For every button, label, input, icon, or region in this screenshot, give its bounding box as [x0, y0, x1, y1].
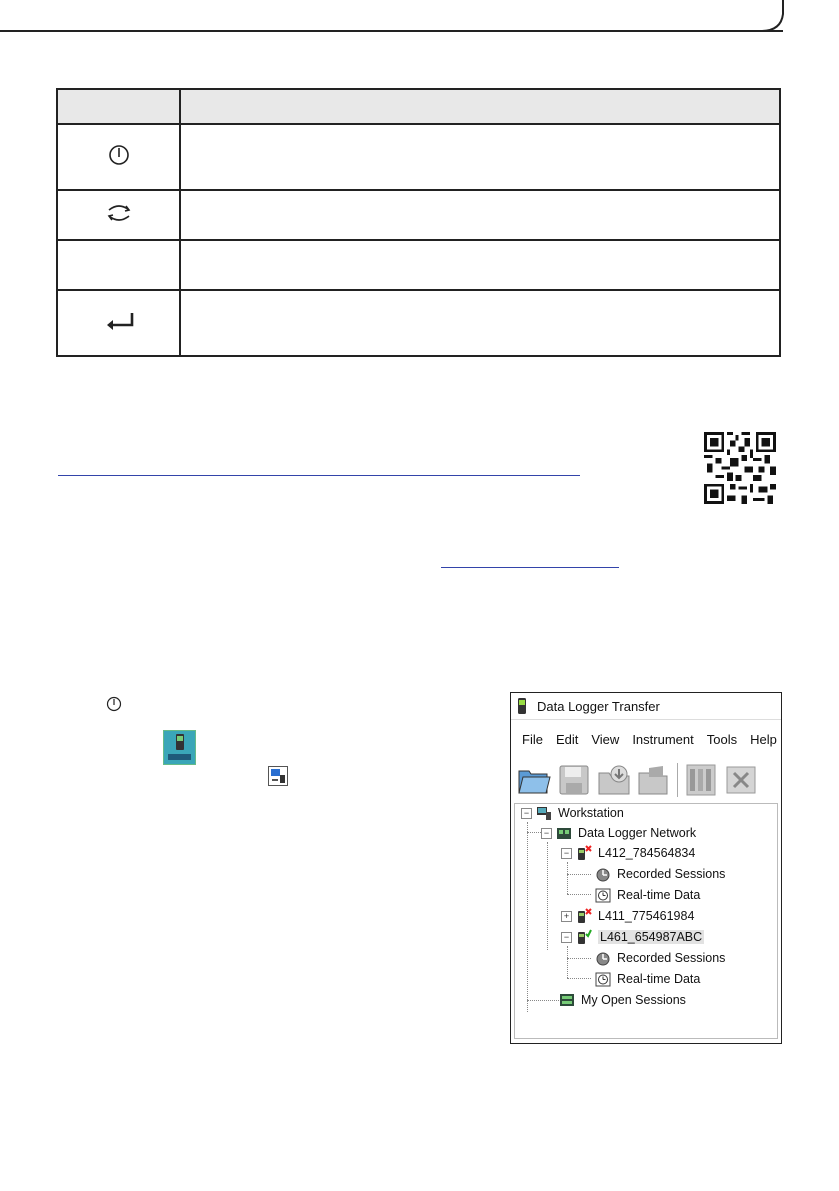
open-folder-icon[interactable] [637, 763, 671, 797]
network-icon[interactable] [268, 766, 288, 786]
report-icon[interactable] [684, 763, 718, 797]
open-sessions-icon [559, 992, 575, 1008]
table-cell [57, 240, 180, 290]
tree-label: L411_775461984 [598, 909, 695, 923]
logger-disconnected-icon [576, 845, 592, 861]
qr-code-icon [704, 432, 776, 504]
collapse-toggle[interactable]: − [541, 828, 552, 839]
button-table [56, 88, 781, 357]
menu-edit[interactable]: Edit [555, 731, 579, 747]
cut-line-curve [761, 0, 797, 32]
tree-label: L461_654987ABC [600, 930, 703, 944]
tree-label: Recorded Sessions [617, 867, 726, 881]
recorded-sessions-icon [595, 950, 611, 966]
table-cell [180, 240, 780, 290]
tree-label: Real-time Data [617, 972, 701, 986]
tree-connector [567, 946, 568, 978]
realtime-data-icon [595, 971, 611, 987]
menu-file[interactable]: File [522, 731, 543, 747]
collapse-toggle[interactable]: − [561, 932, 572, 943]
tree-node-logger-selected[interactable] [561, 929, 704, 945]
app-icon [517, 698, 527, 714]
window-title: Data Logger Transfer [537, 698, 660, 714]
link-underline[interactable] [58, 475, 580, 476]
table-cell [57, 190, 180, 240]
tree-node-workstation[interactable] [521, 805, 624, 821]
table-row [57, 290, 780, 356]
tree-node-recorded-sessions[interactable] [595, 866, 725, 882]
tree-connector [567, 894, 591, 895]
menu-view[interactable]: View [591, 731, 620, 747]
realtime-data-icon [595, 887, 611, 903]
tree-label: L412_784564834 [598, 846, 696, 860]
tree-node-recorded-sessions[interactable] [595, 950, 725, 966]
link-underline[interactable] [441, 567, 619, 568]
save-icon[interactable] [557, 763, 591, 797]
app-window [510, 692, 782, 1044]
tree-label: My Open Sessions [581, 993, 686, 1007]
title-bar [511, 693, 781, 720]
tree-view [514, 803, 778, 1039]
expand-toggle[interactable]: + [561, 911, 572, 922]
workstation-icon [536, 805, 552, 821]
logger-connected-icon [576, 929, 592, 945]
open-icon[interactable] [517, 763, 551, 797]
recorded-sessions-icon [595, 866, 611, 882]
tree-label: Real-time Data [617, 888, 701, 902]
table-header-cell [180, 89, 780, 124]
tree-connector [567, 958, 591, 959]
excel-icon[interactable] [724, 763, 758, 797]
tree-label: Recorded Sessions [617, 951, 726, 965]
table-cell [57, 124, 180, 190]
table-row [57, 124, 780, 190]
tree-node-realtime-data[interactable] [595, 887, 700, 903]
table-header-row [57, 89, 780, 124]
table-cell [57, 290, 180, 356]
network-icon [556, 825, 572, 841]
table-cell [180, 124, 780, 190]
tree-connector [567, 978, 591, 979]
collapse-toggle[interactable]: − [561, 848, 572, 859]
tree-node-logger[interactable] [561, 845, 695, 861]
tree-node-realtime-data[interactable] [595, 971, 700, 987]
cycle-icon [105, 202, 133, 224]
tree-connector [527, 822, 528, 1012]
tree-node-logger[interactable] [561, 908, 694, 924]
tree-node-network[interactable] [541, 825, 696, 841]
collapse-toggle[interactable]: − [521, 808, 532, 819]
download-icon[interactable] [597, 763, 631, 797]
table-row [57, 240, 780, 290]
table-cell [180, 190, 780, 240]
toolbar-separator [677, 763, 678, 797]
enter-icon [103, 312, 135, 330]
table-cell [180, 290, 780, 356]
cut-line [0, 30, 783, 32]
table-header-cell [57, 89, 180, 124]
power-icon [106, 696, 122, 712]
menu-instrument[interactable]: Instrument [632, 731, 694, 747]
tree-connector [567, 862, 568, 894]
desktop-shortcut-icon[interactable] [163, 730, 196, 765]
tree-connector [527, 1000, 559, 1001]
tree-connector [567, 874, 591, 875]
menu-tools[interactable]: Tools [706, 731, 738, 747]
tree-node-open-sessions[interactable] [559, 992, 686, 1008]
tree-connector [547, 842, 548, 950]
power-icon [108, 144, 130, 166]
menu-bar [511, 720, 781, 758]
menu-help[interactable]: Help [750, 731, 777, 747]
tree-label: Data Logger Network [578, 826, 697, 840]
toolbar [511, 758, 781, 802]
table-row [57, 190, 780, 240]
tree-label: Workstation [558, 806, 624, 820]
logger-disconnected-icon [576, 908, 592, 924]
